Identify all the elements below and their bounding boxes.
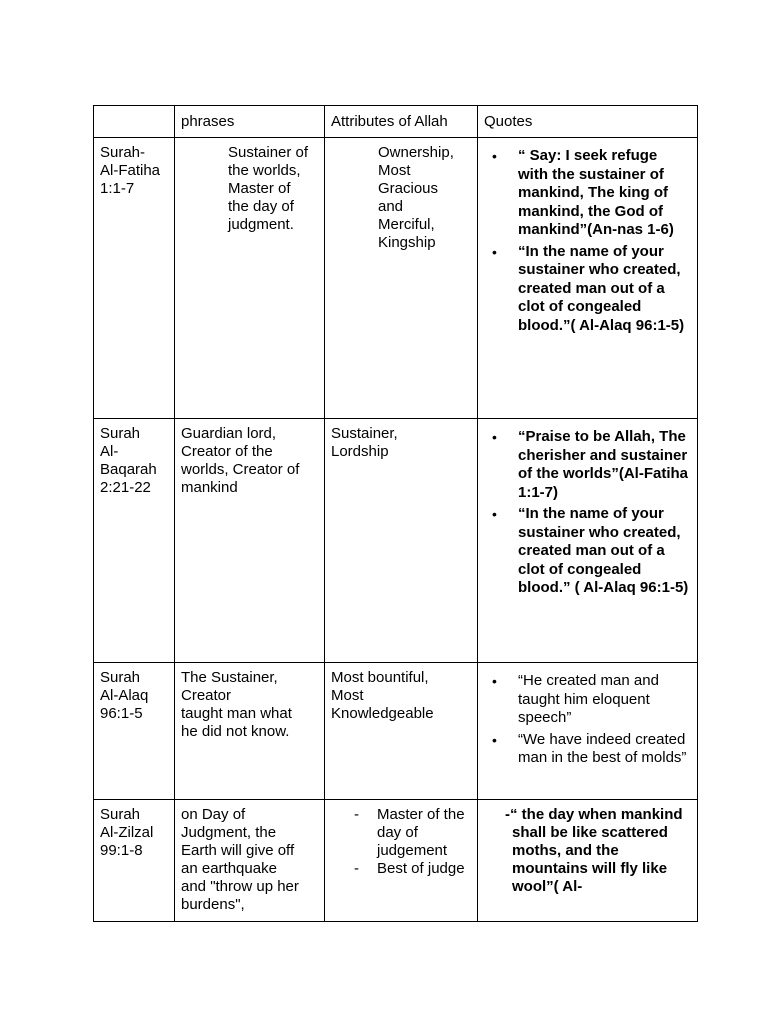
attributes-table — [93, 105, 698, 922]
table-row — [94, 663, 698, 800]
attributes-text: Sustainer, Lordship — [331, 425, 398, 460]
surah-cell — [94, 800, 175, 922]
attributes-text: Ownership, Most Gracious and Merciful, Kingship — [378, 144, 454, 251]
surah-name: Surah Al-Alaq 96:1-5 — [100, 669, 149, 722]
header-cell-attributes: Attributes of Allah — [325, 106, 478, 138]
table-row — [94, 800, 698, 922]
table-header-row — [94, 106, 698, 138]
surah-cell — [94, 663, 175, 800]
phrases-cell — [175, 419, 325, 663]
header-cell-quotes: Quotes — [478, 106, 698, 138]
table-row — [94, 419, 698, 663]
header-cell-blank — [94, 106, 175, 138]
attributes-text: Most bountiful, Most Knowledgeable — [331, 669, 434, 722]
attribute-item: - Master of the day of judgement — [377, 806, 471, 860]
quote-item: • “In the name of your sustainer who created, created man out of a clot of congealed blood.”( Al-Alaq 96:1-5) — [518, 243, 691, 336]
quote-text: -“ the day when mankind shall be like scattered moths, and the mountains will fly like wool”( Al- — [505, 806, 683, 895]
quotes-list — [484, 147, 691, 335]
header-cell-phrases: phrases — [175, 106, 325, 138]
quote-item: • “In the name of your sustainer who created, created man out of a clot of congealed blood.” ( Al-Alaq 96:1-5) — [518, 505, 691, 598]
phrases-text: on Day of Judgment, the Earth will give off an earthquake and "throw up her burdens", — [181, 806, 299, 913]
attributes-cell — [325, 419, 478, 663]
attributes-cell — [325, 800, 478, 922]
surah-name: Surah Al- Baqarah 2:21-22 — [100, 425, 157, 496]
surah-name: Surah Al-Zilzal 99:1-8 — [100, 806, 154, 859]
phrases-text: Sustainer of the worlds, Master of the day of judgment. — [228, 144, 309, 233]
quotes-cell — [478, 800, 698, 922]
phrases-cell — [175, 138, 325, 419]
table-row — [94, 138, 698, 419]
quotes-list — [484, 672, 691, 768]
attribute-item: - Best of judge — [377, 860, 471, 878]
quotes-list — [484, 428, 691, 598]
surah-name: Surah- Al-Fatiha 1:1-7 — [100, 144, 161, 197]
quote-item: • “ Say: I seek refuge with the sustainer of mankind, The king of mankind, the God of mankind”(An-nas 1-6) — [518, 147, 691, 240]
surah-cell — [94, 138, 175, 419]
phrases-text: The Sustainer, Creator taught man what he did not know. — [181, 669, 292, 740]
surah-cell — [94, 419, 175, 663]
quote-item: • “We have indeed created man in the best of molds” — [518, 731, 691, 768]
quotes-cell — [478, 419, 698, 663]
phrases-text: Guardian lord, Creator of the worlds, Creator of mankind — [181, 425, 300, 496]
phrases-cell — [175, 800, 325, 922]
attributes-dash-list — [331, 806, 471, 878]
attributes-cell — [325, 138, 478, 419]
quote-item: • “Praise to be Allah, The cherisher and sustainer of the worlds”(Al-Fatiha 1:1-7) — [518, 428, 691, 502]
phrases-cell — [175, 663, 325, 800]
quote-item: • “He created man and taught him eloquent speech” — [518, 672, 691, 728]
attributes-cell — [325, 663, 478, 800]
quotes-cell — [478, 138, 698, 419]
quotes-cell — [478, 663, 698, 800]
